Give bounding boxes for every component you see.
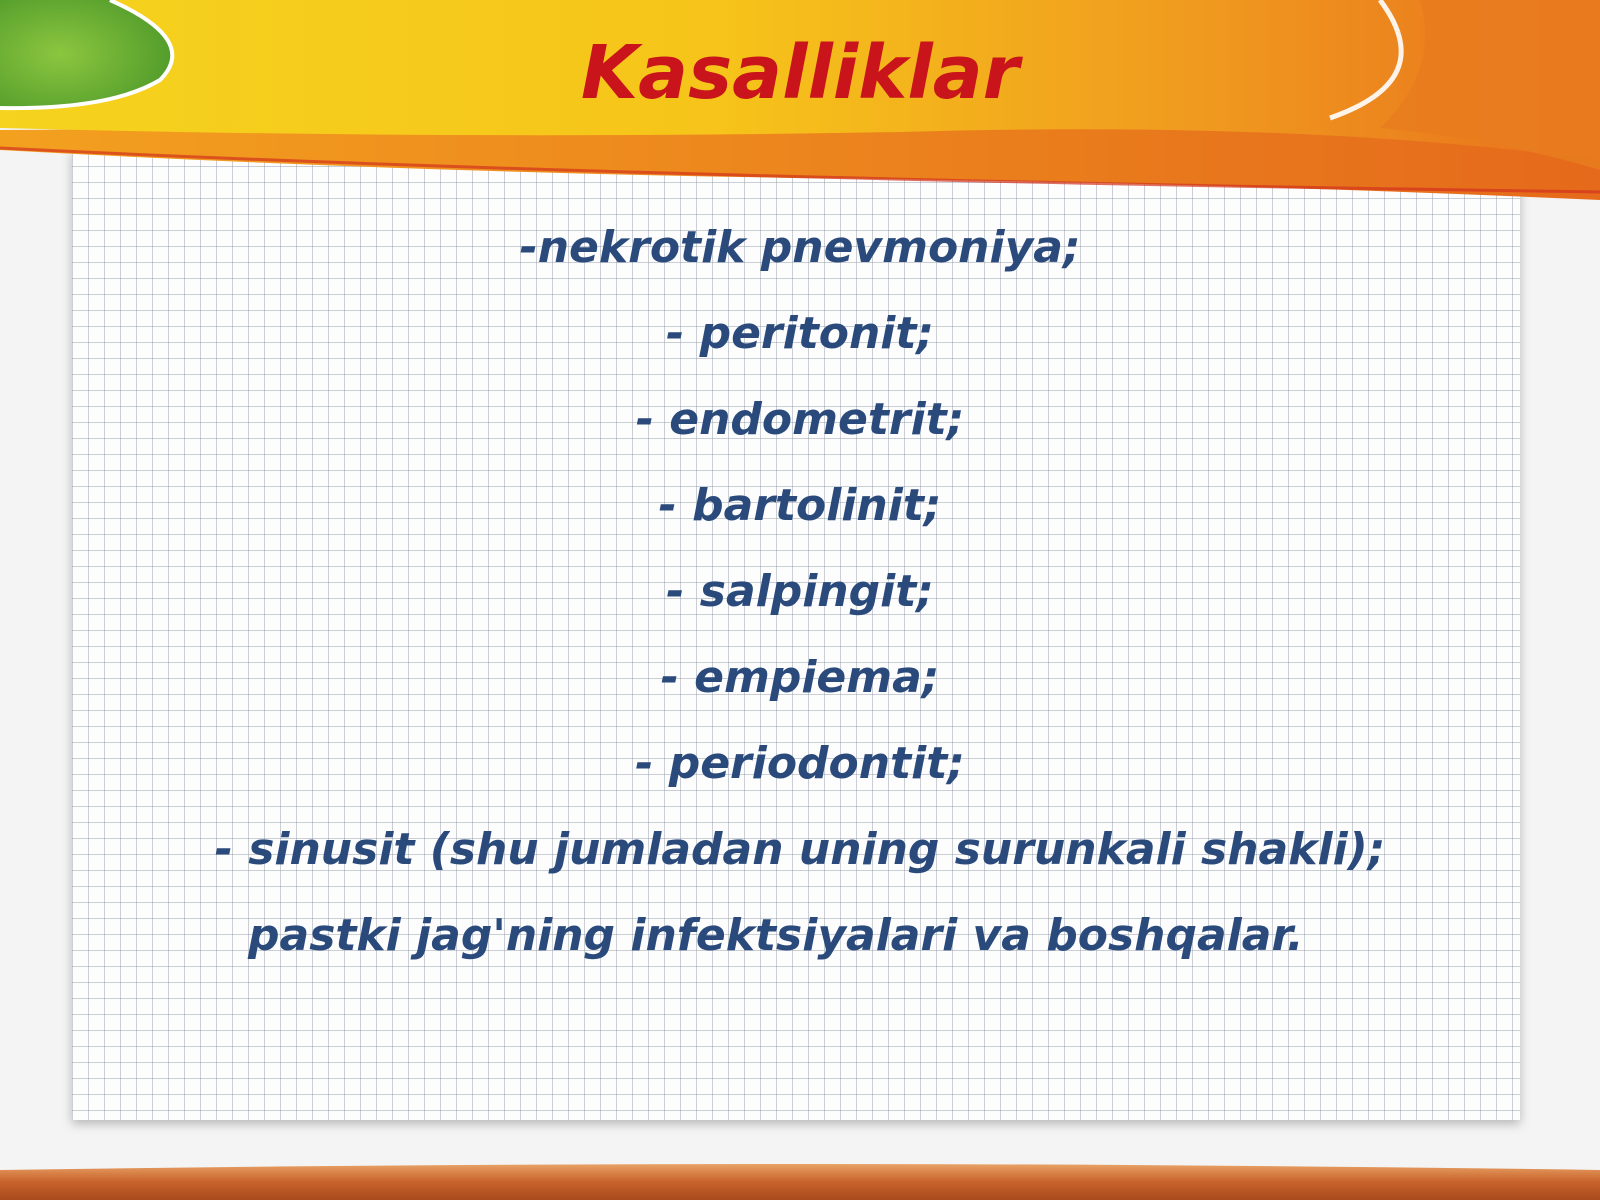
list-item: - sinusit (shu jumladan uning surunkali shakli);: [214, 824, 1386, 875]
list-item: - empiema;: [660, 652, 940, 703]
disease-list: [0, 205, 1600, 979]
list-item: pastki jag'ning infektsiyalari va boshqalar.: [248, 910, 1304, 961]
list-item: - peritonit;: [666, 308, 934, 359]
list-item: - bartolinit;: [658, 480, 942, 531]
list-item: -nekrotik pnevmoniya;: [519, 222, 1081, 273]
slide-title: Kasalliklar: [580, 30, 1020, 116]
list-item: - periodontit;: [635, 738, 965, 789]
list-item: - salpingit;: [666, 566, 934, 617]
footer-band: [0, 1130, 1600, 1200]
list-item: - endometrit;: [635, 394, 965, 445]
